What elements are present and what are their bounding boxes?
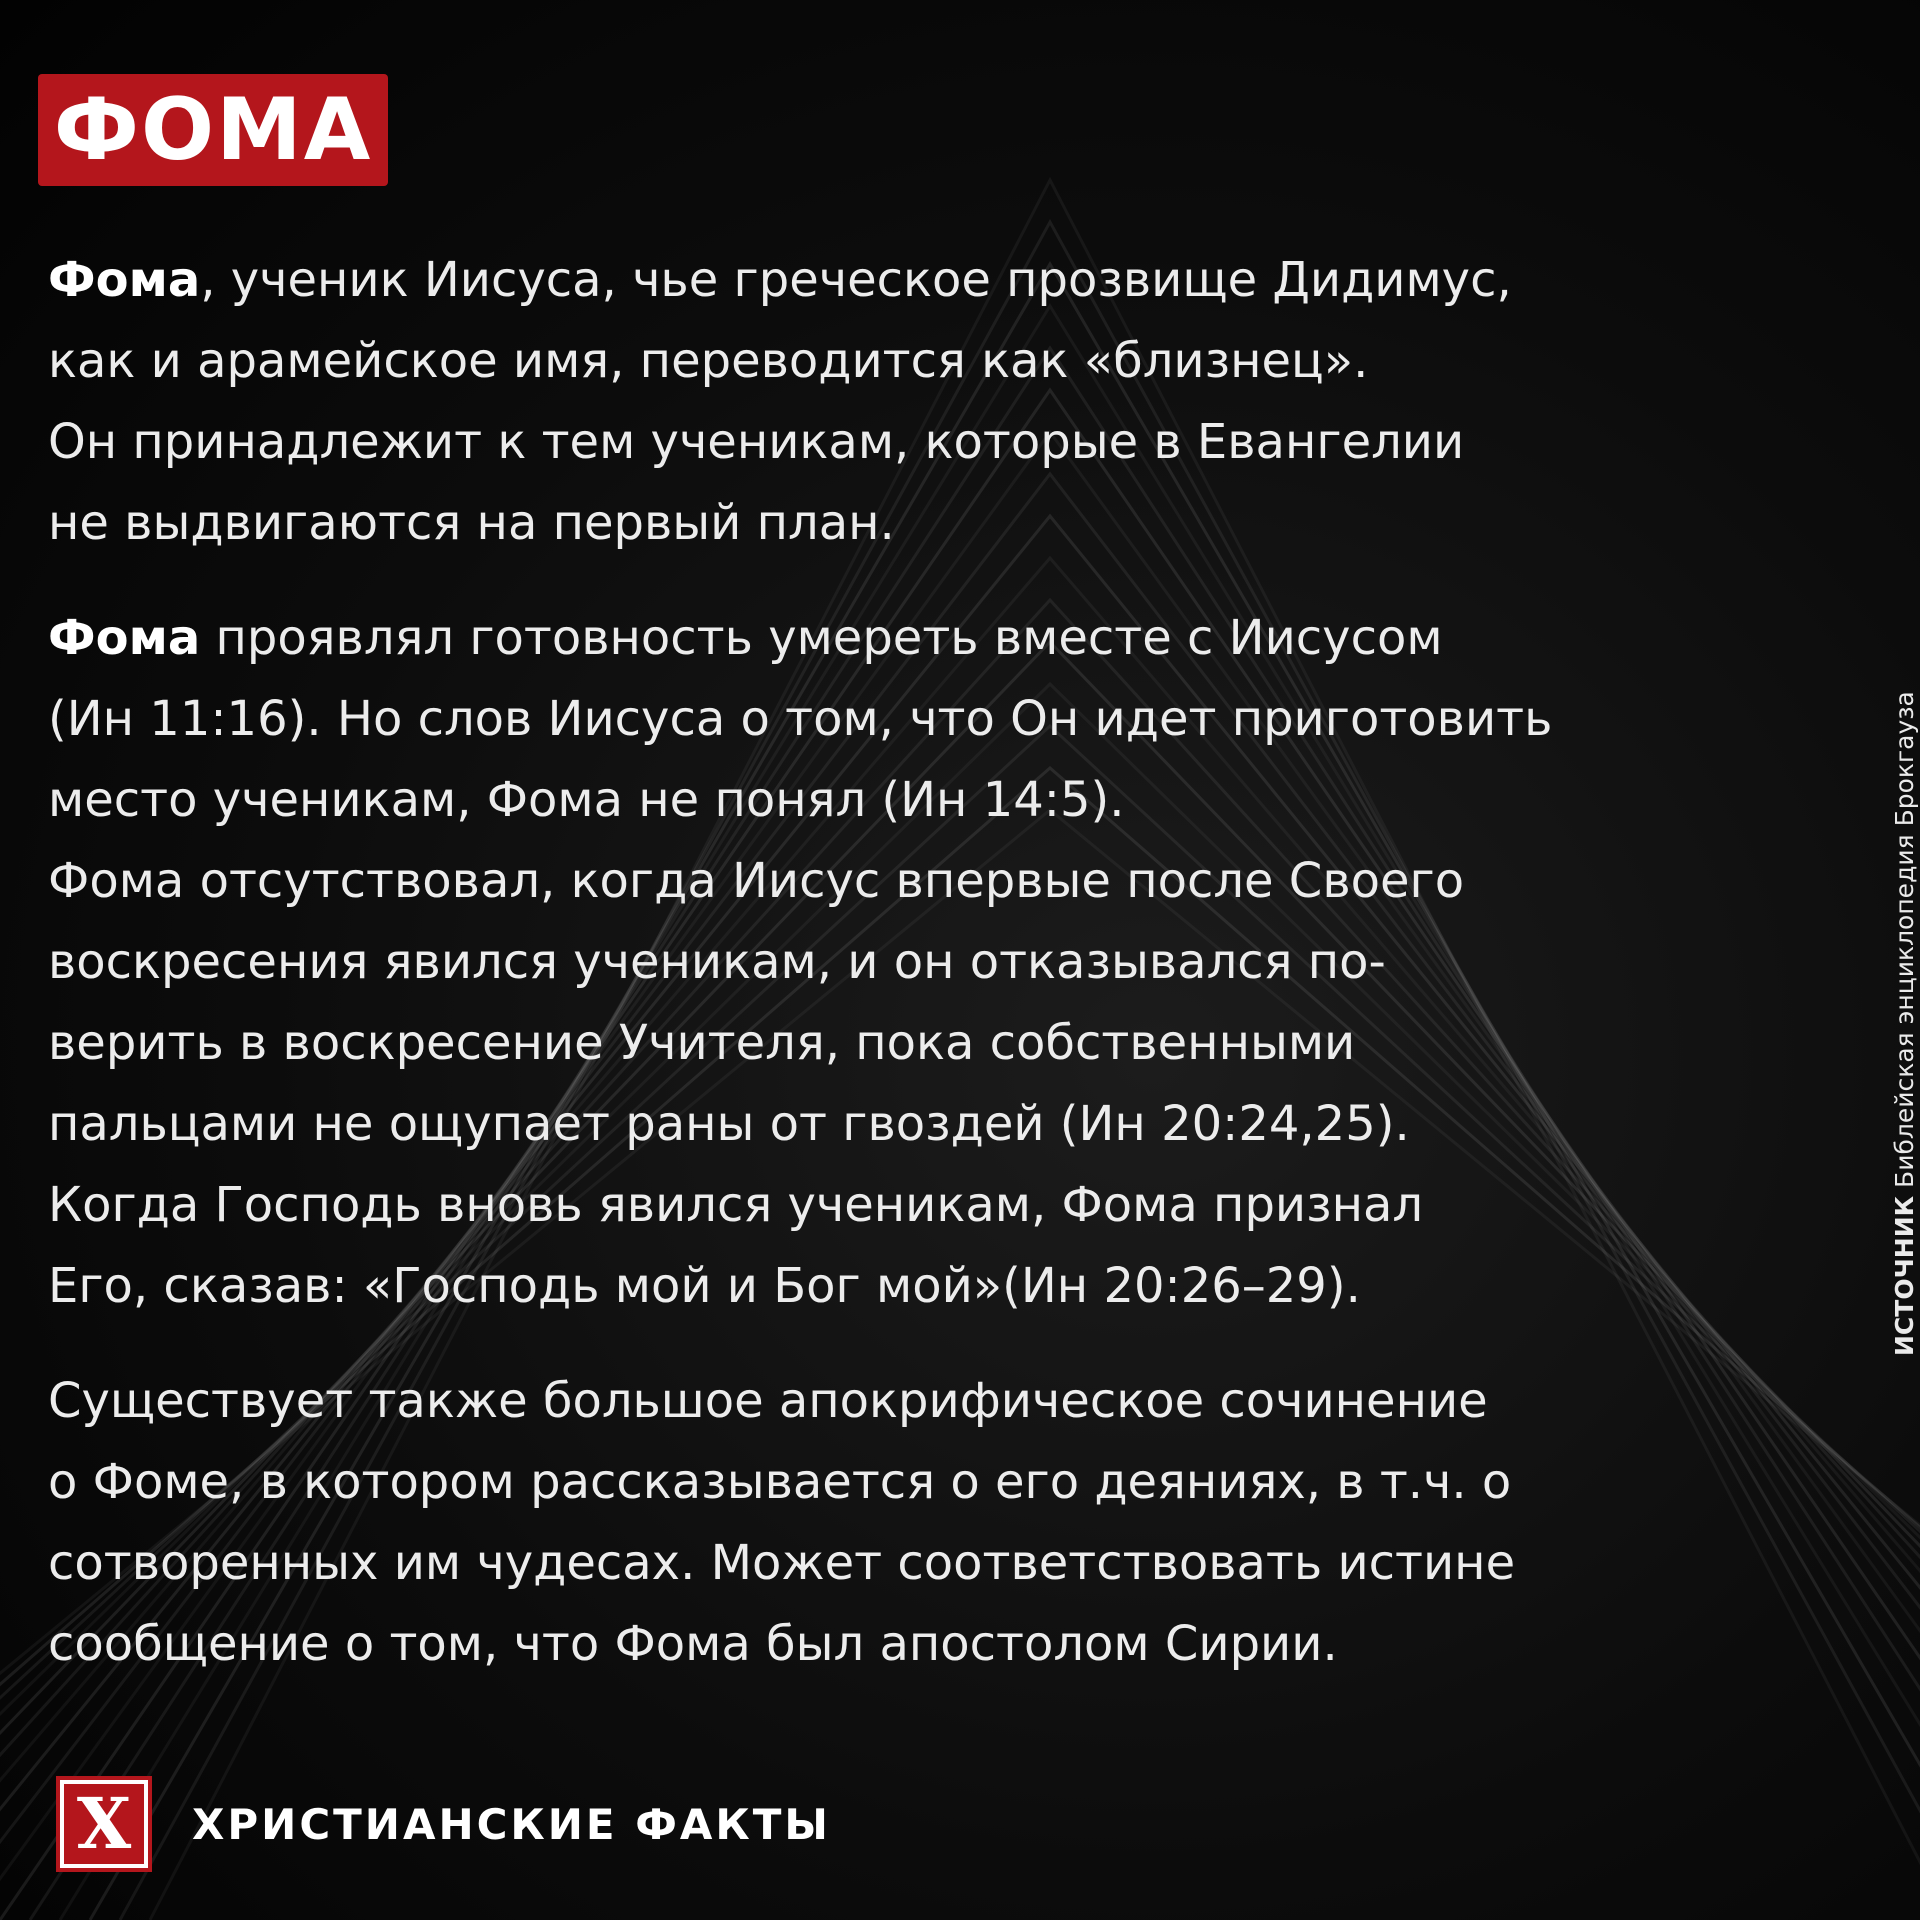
text-line [48, 1523, 1788, 1604]
bold-name: Фома [48, 610, 201, 666]
footer-brand [56, 1776, 831, 1872]
source-text: Библейская энциклопедия Брокгауза [1890, 691, 1919, 1188]
line-text: как и арамейское имя, переводится как «близнец». [48, 333, 1369, 389]
line-text: Когда Господь вновь явился ученикам, Фома признал [48, 1177, 1424, 1233]
text-line [48, 483, 1788, 564]
source-credit [1892, 691, 1917, 1356]
text-line [48, 1003, 1788, 1084]
text-line [48, 1442, 1788, 1523]
text-line [48, 1246, 1788, 1327]
line-text: пальцами не ощупает раны от гвоздей (Ин 20:24,25). [48, 1096, 1410, 1152]
line-text: , ученик Иисуса, чье греческое прозвище Дидимус, [200, 252, 1512, 308]
text-line [48, 240, 1788, 321]
line-text: Его, сказав: «Господь мой и Бог мой»(Ин 20:26–29). [48, 1258, 1361, 1314]
line-text: Фома отсутствовал, когда Иисус впервые после Своего [48, 853, 1465, 909]
line-text: Он принадлежит к тем ученикам, которые в Евангелии [48, 414, 1465, 470]
line-text: сообщение о том, что Фома был апостолом Сирии. [48, 1616, 1338, 1672]
brand-logo-icon [56, 1776, 152, 1872]
article-body [48, 240, 1788, 1719]
paragraph [48, 598, 1788, 1327]
source-label: ИСТОЧНИК [1890, 1195, 1919, 1356]
line-text: проявлял готовность умереть вместе с Иисусом [200, 610, 1443, 666]
line-text: о Фоме, в котором рассказывается о его деяниях, в т.ч. о [48, 1454, 1512, 1510]
line-text: не выдвигаются на первый план. [48, 495, 895, 551]
text-line [48, 679, 1788, 760]
text-line [48, 1084, 1788, 1165]
logo-letter: X [76, 1782, 132, 1865]
text-line [48, 1165, 1788, 1246]
line-text: воскресения явился ученикам, и он отказывался по- [48, 934, 1386, 990]
text-line [48, 321, 1788, 402]
page-title: ФОМА [53, 80, 373, 180]
title-badge [38, 74, 388, 186]
text-line [48, 598, 1788, 679]
paragraph [48, 240, 1788, 564]
text-line [48, 1361, 1788, 1442]
text-line [48, 922, 1788, 1003]
line-text: Существует также большое апокрифическое сочинение [48, 1373, 1488, 1429]
brand-name: ХРИСТИАНСКИЕ ФАКТЫ [192, 1799, 831, 1849]
bold-name: Фома [48, 252, 201, 308]
line-text: верить в воскресение Учителя, пока собственными [48, 1015, 1356, 1071]
line-text: место ученикам, Фома не понял (Ин 14:5). [48, 772, 1125, 828]
line-text: (Ин 11:16). Но слов Иисуса о том, что Он идет приготовить [48, 691, 1553, 747]
text-line [48, 402, 1788, 483]
line-text: сотворенных им чудесах. Может соответствовать истине [48, 1535, 1516, 1591]
text-line [48, 1604, 1788, 1685]
text-line [48, 760, 1788, 841]
paragraph [48, 1361, 1788, 1685]
text-line [48, 841, 1788, 922]
